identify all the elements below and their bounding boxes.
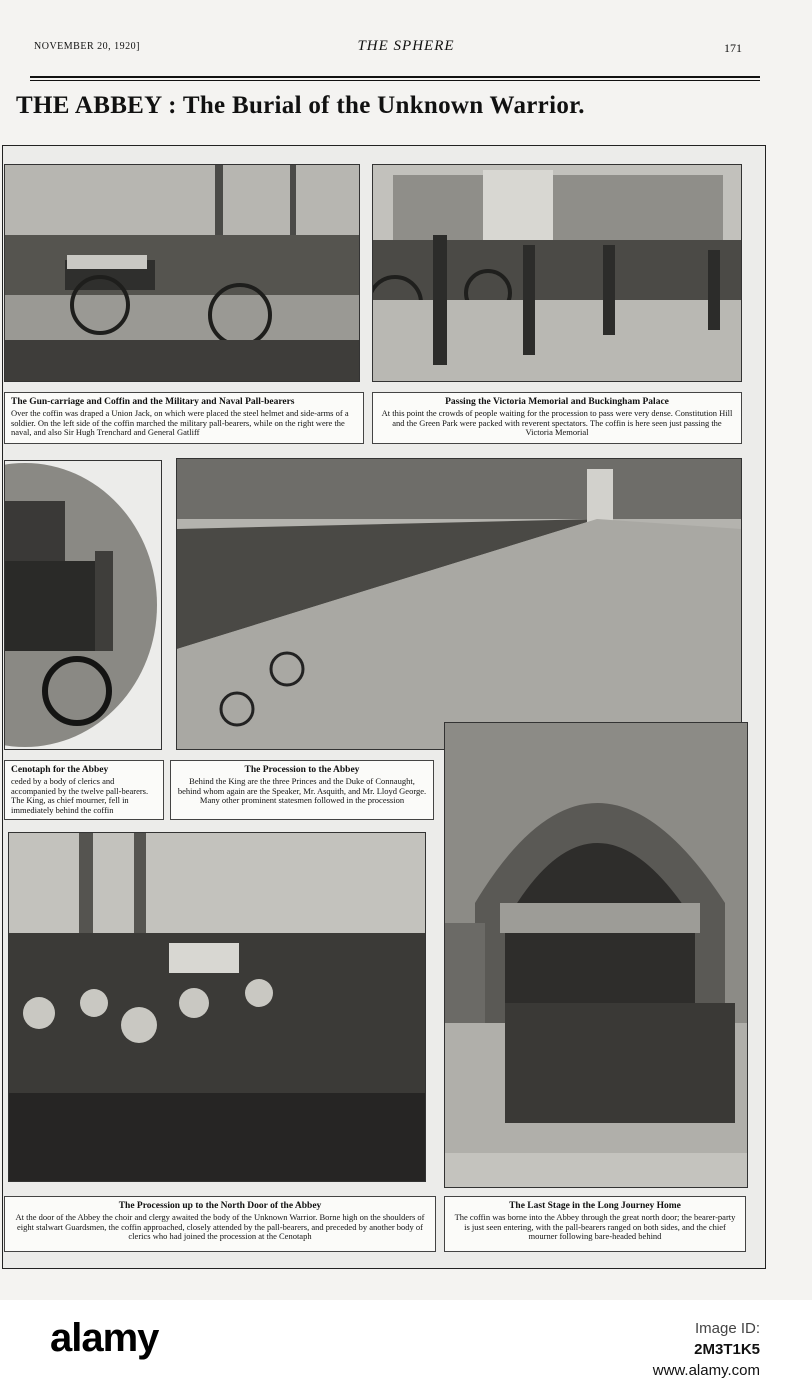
photo-north-door-image [445, 723, 747, 1187]
caption-procession-to-abbey-title: The Procession to the Abbey [244, 765, 360, 775]
photo-victoria-memorial-image [373, 165, 741, 381]
caption-north-door-procession [4, 1196, 436, 1252]
page-number: 171 [724, 41, 742, 55]
header-rule [30, 76, 760, 78]
caption-cenotaph-title: Cenotaph for the Abbey [11, 765, 109, 775]
photo-procession-street-image [177, 459, 741, 749]
photo-victoria-memorial [372, 164, 742, 382]
photo-circle-vignette [4, 460, 162, 750]
watermark-site: www.alamy.com [652, 1362, 760, 1379]
caption-gun-carriage-body: Over the coffin was draped a Union Jack, on which were placed the steel helmet and side-arms of a soldier. On the left side of the coffin marched the military pall-bearers, while on the right were the naval, and also Sir Hugh Trenchard and General Gatliff [11, 407, 349, 438]
running-head [0, 38, 812, 58]
caption-last-stage-title: The Last Stage in the Long Journey Home [509, 1201, 681, 1211]
caption-north-door-procession-title: The Procession up to the North Door of the Abbey [118, 1201, 322, 1211]
caption-cenotaph-body: ceded by a body of clerics and accompanied by the twelve pall-bearers. The King, as chief mourner, fell in immediately behind the coffin [11, 775, 149, 816]
caption-victoria-memorial-title: Passing the Victoria Memorial and Buckingham Palace [445, 397, 669, 407]
image-id-label: Image ID: [694, 1320, 760, 1337]
caption-last-stage [444, 1196, 746, 1252]
caption-gun-carriage [4, 392, 364, 444]
caption-procession-to-abbey-body: Behind the King are the three Princes and the Duke of Connaught, behind whom again are the Speaker, Mr. Asquith, and Mr. Lloyd George. Many other prominent statesmen followed in the procession [177, 775, 427, 806]
photo-gun-carriage [4, 164, 360, 382]
photo-mourners [8, 832, 426, 1182]
caption-victoria-memorial-body: At this point the crowds of people waiting for the procession to pass were very dense. Constitution Hill and the Green Park were packed with reverent spectators. The coffin is here seen just passing the Victoria Memorial [381, 407, 733, 438]
caption-cenotaph [4, 760, 164, 820]
caption-north-door-procession-body: At the door of the Abbey the choir and clergy awaited the body of the Unknown Warrior. Borne high on the shoulders of eight stalwart Guardsmen, the coffin approached, closely attended by the pall-bearers, and preceded by another body of clerics who had joined the procession at the Cenotaph [15, 1211, 425, 1242]
caption-procession-to-abbey [170, 760, 434, 820]
watermark-logo: alamy [50, 1316, 159, 1360]
caption-last-stage-body: The coffin was borne into the Abbey through the great north door; the bearer-party is just seen entering, with the pall-bearers ranged on both sides, and the chief mourner following bare-headed behind [454, 1211, 736, 1242]
photo-mourners-image [9, 833, 425, 1181]
publication-name: THE SPHERE [357, 38, 455, 54]
photo-circle-vignette-image [5, 461, 161, 749]
photo-gun-carriage-image [5, 165, 359, 381]
issue-date: NOVEMBER 20, 1920] [34, 41, 140, 52]
photo-north-door [444, 722, 748, 1188]
caption-victoria-memorial [372, 392, 742, 444]
photo-procession-street [176, 458, 742, 750]
page-headline: THE ABBEY : The Burial of the Unknown Warrior. [16, 92, 585, 119]
image-id-value: 2M3T1K5 [694, 1341, 760, 1358]
caption-gun-carriage-title: The Gun-carriage and Coffin and the Military and Naval Pall-bearers [11, 397, 295, 407]
watermark-image-id [653, 1318, 760, 1381]
header-rule-thin [30, 80, 760, 81]
